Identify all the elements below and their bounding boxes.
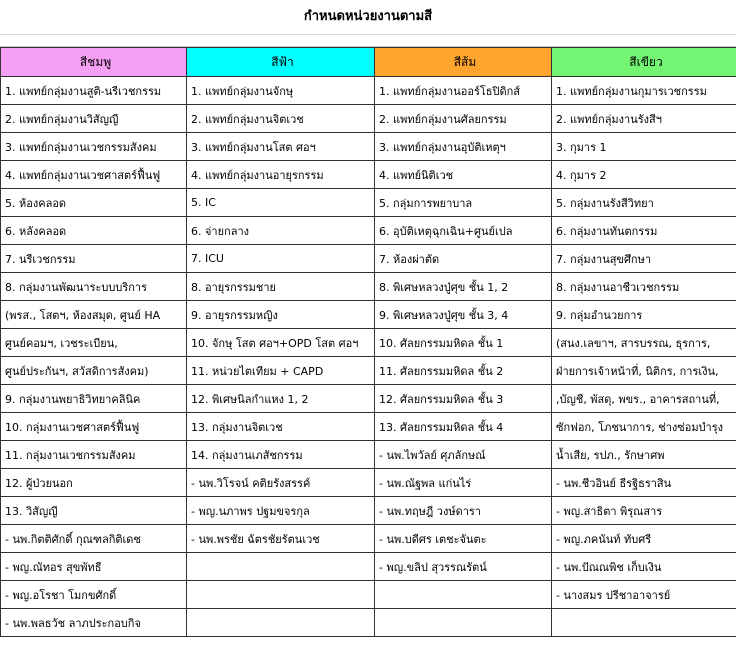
table-cell: - นางสมร ปรีชาอาจารย์: [552, 581, 736, 609]
table-cell: - พญ.ณัทอร สุขพัทธี: [1, 553, 187, 581]
table-cell: น้ำเสีย, รปภ., รักษาศพ: [552, 441, 736, 469]
table-cell: 12. ศัลยกรรมมหิดล ชั้น 3: [375, 385, 552, 413]
table-row: [1, 77, 736, 105]
table-row: [1, 609, 736, 637]
table-cell: 1. แพทย์กลุ่มงานกุมารเวชกรรม: [552, 77, 736, 105]
table-cell: 8. กลุ่มงานอาชีวเวชกรรม: [552, 273, 736, 301]
table-cell: 11. กลุ่มงานเวชกรรมสังคม: [1, 441, 187, 469]
table-cell: - พญ.อโรชา โมกขศักดิ์: [1, 581, 187, 609]
table-cell: ศูนย์คอมฯ, เวชระเบียน,: [1, 329, 187, 357]
table-cell: 4. กุมาร 2: [552, 161, 736, 189]
table-cell: (พรส., โสตฯ, ห้องสมุด, ศูนย์ HA: [1, 301, 187, 329]
table-cell: 5. กลุ่มการพยาบาล: [375, 189, 552, 217]
table-cell: - นพ.พลธวัช ลาภประกอบกิจ: [1, 609, 187, 637]
table-cell: 4. แพทย์กลุ่มงานเวชศาสตร์ฟื้นฟู: [1, 161, 187, 189]
table-cell: 2. แพทย์กลุ่มงานวิสัญญี: [1, 105, 187, 133]
table-cell: [187, 581, 375, 609]
color-assignment-table: [0, 47, 736, 637]
table-row: [1, 189, 736, 217]
table-cell: 9. กลุ่มอำนวยการ: [552, 301, 736, 329]
table-row: [1, 413, 736, 441]
table-cell: - พญ.นภาพร ปฐมขจรกุล: [187, 497, 375, 525]
table-cell: ฝ่ายการเจ้าหน้าที่, นิติกร, การเงิน,: [552, 357, 736, 385]
table-cell: 11. หน่วยไตเทียม + CAPD: [187, 357, 375, 385]
table-cell: - นพ.ปัณณพิช เก็บเงิน: [552, 553, 736, 581]
table-cell: 7. นรีเวชกรรม: [1, 245, 187, 273]
table-cell: 12. ผู้ป่วยนอก: [1, 469, 187, 497]
table-cell: 10. กลุ่มงานเวชศาสตร์ฟื้นฟู: [1, 413, 187, 441]
table-cell: 13. วิสัญญี: [1, 497, 187, 525]
table-cell: 6. จ่ายกลาง: [187, 217, 375, 245]
table-cell: 12. พิเศษนิลกำแหง 1, 2: [187, 385, 375, 413]
table-cell: - พญ.สาธิตา พิรุณสาร: [552, 497, 736, 525]
table-cell: ,บัญชี, พัสดุ, พขร., อาคารสถานที่,: [552, 385, 736, 413]
table-row: [1, 217, 736, 245]
table-cell: 9. กลุ่มงานพยาธิวิทยาคลินิค: [1, 385, 187, 413]
table-cell: 7. ห้องผ่าตัด: [375, 245, 552, 273]
table-cell: 9. พิเศษหลวงปู่ศุข ชั้น 3, 4: [375, 301, 552, 329]
table-cell: 10. จักษุ โสต ศอฯ+OPD โสต ศอฯ: [187, 329, 375, 357]
table-row: [1, 245, 736, 273]
table-cell: (สนง.เลขาฯ, สารบรรณ, ธุรการ,: [552, 329, 736, 357]
table-cell: 11. ศัลยกรรมมหิดล ชั้น 2: [375, 357, 552, 385]
table-row: [1, 497, 736, 525]
table-row: [1, 273, 736, 301]
table-cell: 8. พิเศษหลวงปู่ศุข ชั้น 1, 2: [375, 273, 552, 301]
table-row: [1, 441, 736, 469]
blank-row: [0, 34, 736, 47]
column-header-sky: สีฟ้า: [187, 48, 375, 77]
column-header-pink: สีชมพู: [1, 48, 187, 77]
table-cell: 8. อายุรกรรมชาย: [187, 273, 375, 301]
table-cell: 2. แพทย์กลุ่มงานศัลยกรรม: [375, 105, 552, 133]
table-cell: - นพ.ชีวอินย์ ธีรฐิธราสิน: [552, 469, 736, 497]
table-cell: [187, 609, 375, 637]
table-cell: [187, 553, 375, 581]
table-cell: - นพ.ทฤษฎี วงษ์ดารา: [375, 497, 552, 525]
table-row: [1, 581, 736, 609]
table-row: [1, 469, 736, 497]
column-header-orange: สีส้ม: [375, 48, 552, 77]
table-cell: 4. แพทย์กลุ่มงานอายุรกรรม: [187, 161, 375, 189]
table-row: [1, 385, 736, 413]
table-row: [1, 553, 736, 581]
table-cell: 3. แพทย์กลุ่มงานเวชกรรมสังคม: [1, 133, 187, 161]
table-cell: 13. ศัลยกรรมมหิดล ชั้น 4: [375, 413, 552, 441]
table-cell: 6. หลังคลอด: [1, 217, 187, 245]
table-body: [1, 77, 736, 637]
table-cell: 9. อายุรกรรมหญิง: [187, 301, 375, 329]
table-cell: - พญ.ภคนันท์ ทับศรี: [552, 525, 736, 553]
column-header-green: สีเขียว: [552, 48, 736, 77]
table-cell: 5. ห้องคลอด: [1, 189, 187, 217]
table-cell: - พญ.ขลิป สุวรรณรัตน์: [375, 553, 552, 581]
table-cell: 14. กลุ่มงานเภสัชกรรม: [187, 441, 375, 469]
table-cell: 6. อุบัติเหตุฉุกเฉิน+ศูนย์เปล: [375, 217, 552, 245]
table-row: [1, 133, 736, 161]
table-cell: - นพ.วิโรจน์ คติยรังสรรค์: [187, 469, 375, 497]
table-cell: 13. กลุ่มงานจิตเวช: [187, 413, 375, 441]
table-cell: 1. แพทย์กลุ่มงานออร์โธปิดิกส์: [375, 77, 552, 105]
table-cell: 3. กุมาร 1: [552, 133, 736, 161]
table-cell: ศูนย์ประกันฯ, สวัสดิการสังคม): [1, 357, 187, 385]
table-row: [1, 105, 736, 133]
table-cell: ซักฟอก, โภชนาการ, ช่างซ่อมบำรุง: [552, 413, 736, 441]
table-cell: 10. ศัลยกรรมมหิดล ชั้น 1: [375, 329, 552, 357]
table-cell: 4. แพทย์นิติเวช: [375, 161, 552, 189]
table-cell: 1. แพทย์กลุ่มงานสูติ-นรีเวชกรรม: [1, 77, 187, 105]
table-cell: 7. ICU: [187, 245, 375, 273]
table-cell: 7. กลุ่มงานสุขศึกษา: [552, 245, 736, 273]
table-cell: - นพ.บดีศร เตชะจันตะ: [375, 525, 552, 553]
header-row: [1, 48, 736, 77]
table-cell: 5. IC: [187, 189, 375, 217]
table-cell: [552, 609, 736, 637]
table-row: [1, 301, 736, 329]
table-cell: - นพ.กิตติศักดิ์ กุณฑลกิติเดช: [1, 525, 187, 553]
table-cell: 3. แพทย์กลุ่มงานโสต ศอฯ: [187, 133, 375, 161]
table-row: [1, 525, 736, 553]
table-cell: 1. แพทย์กลุ่มงานจักษุ: [187, 77, 375, 105]
table-cell: - นพ.ไพวัลย์ ศุภลักษณ์: [375, 441, 552, 469]
table-cell: [375, 581, 552, 609]
table-cell: 6. กลุ่มงานทันตกรรม: [552, 217, 736, 245]
table-row: [1, 161, 736, 189]
page-title: กำหนดหน่วยงานตามสี: [303, 9, 433, 24]
table-cell: 3. แพทย์กลุ่มงานอุบัติเหตุฯ: [375, 133, 552, 161]
table-row: [1, 329, 736, 357]
table-cell: 2. แพทย์กลุ่มงานรังสีฯ: [552, 105, 736, 133]
table-cell: 2. แพทย์กลุ่มงานจิตเวช: [187, 105, 375, 133]
table-cell: - นพ.ณัฐพล แก่นไร่: [375, 469, 552, 497]
table-cell: [375, 609, 552, 637]
table-cell: 8. กลุ่มงานพัฒนาระบบบริการ: [1, 273, 187, 301]
table-row: [1, 357, 736, 385]
table-cell: - นพ.พรชัย ฉัตรชัยรัตนเวช: [187, 525, 375, 553]
table-cell: 5. กลุ่มงานรังสีวิทยา: [552, 189, 736, 217]
